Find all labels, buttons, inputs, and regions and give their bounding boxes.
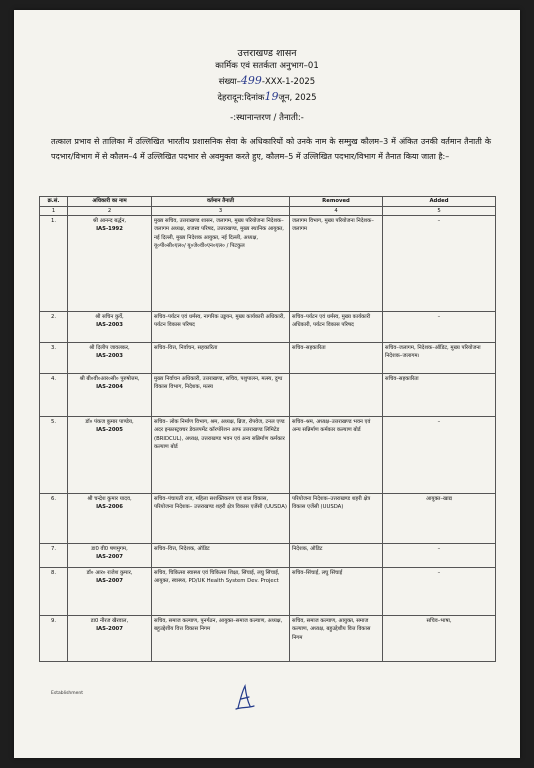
cell-removed: सचिव–श्रम, अध्यक्ष–उत्तराखण्ड भवन एवं अन्य सन्निर्माण कर्मकार कल्याण बोर्ड bbox=[290, 417, 383, 494]
cell-officer bbox=[68, 417, 152, 494]
cell-removed: निदेशक, ऑडिट bbox=[290, 544, 383, 568]
cell-added: सचिव–सहकारिता bbox=[383, 374, 496, 417]
cell-added: – bbox=[383, 216, 496, 312]
cell-officer bbox=[68, 312, 152, 343]
table-row bbox=[40, 568, 496, 616]
cell-removed: सचिव–सिंचाई, लघु सिंचाई bbox=[290, 568, 383, 616]
footer-label: Establishment bbox=[51, 691, 84, 696]
cell-current: मुख्य निर्वाचन अधिकारी, उत्तराखण्ड, सचिव, पशुपालन, मत्स्य, दुग्ध विकास विभाग, निदेशक, मत्स्य bbox=[152, 374, 290, 417]
cell-added: सचिव–जलागम, निदेशक–ऑडिट, मुख्य परियोजना निदेशक–जलागम। bbox=[383, 343, 496, 374]
cell-current: सचिव– लोक निर्माण विभाग, श्रम, अध्यक्ष, ब्रिज, रोपवेज, टनल एण्ड अदर इन्फ्रास्ट्रक्चर डेवलपमेंट कॉरपोरेशन आफ उत्तराखण्ड लिमिटेड (BRIDCUL), अध्यक्ष, उत्तराखण्ड भवन एवं अन्य सन्निर्माण कर्मकार कल्याण बोर्ड bbox=[152, 417, 290, 494]
officer-name: डॉ० आर० राजेश कुमार, bbox=[86, 570, 133, 577]
cell-serial: 2. bbox=[40, 312, 68, 343]
cell-current: सचिव–वित्त, निर्वाचन, सहकारिता bbox=[152, 343, 290, 374]
cell-serial: 4. bbox=[40, 374, 68, 417]
officer-name: डा0 वी0 षणमुगम, bbox=[91, 546, 128, 553]
officer-name: डॉ० पंकज कुमार पाण्डेय, bbox=[85, 419, 134, 426]
cell-serial: 5. bbox=[40, 417, 68, 494]
column-number: 1 bbox=[40, 207, 68, 216]
cell-serial: 8. bbox=[40, 568, 68, 616]
cell-officer bbox=[68, 374, 152, 417]
signature-mark bbox=[232, 682, 258, 712]
cell-added: – bbox=[383, 544, 496, 568]
table-row bbox=[40, 374, 496, 417]
order-number-handwritten: 499 bbox=[240, 74, 262, 87]
officer-service: IAS-2007 bbox=[96, 626, 123, 633]
header-current-posting: वर्तमान तैनाती bbox=[152, 197, 290, 207]
order-date bbox=[14, 90, 520, 103]
table-row bbox=[40, 544, 496, 568]
officer-service: IAS-2007 bbox=[96, 554, 123, 561]
cell-current: सचिव–वित्त, निदेशक, ऑडिट bbox=[152, 544, 290, 568]
officer-name: श्री सचिन कुर्वे, bbox=[95, 314, 124, 321]
cell-added: – bbox=[383, 312, 496, 343]
table-row bbox=[40, 312, 496, 343]
cell-removed bbox=[290, 374, 383, 417]
cell-serial: 6. bbox=[40, 494, 68, 544]
officer-service: IAS-2004 bbox=[96, 384, 123, 391]
officer-service: IAS-2003 bbox=[96, 322, 123, 329]
cell-added: – bbox=[383, 568, 496, 616]
cell-officer bbox=[68, 343, 152, 374]
officer-name: श्री चन्द्रेश कुमार यादव, bbox=[87, 496, 132, 503]
cell-added: – bbox=[383, 417, 496, 494]
officer-service: IAS-1992 bbox=[96, 226, 123, 233]
cell-current: सचिव, चिकित्सा स्वास्थ्य एवं चिकित्सा शिक्षा, सिंचाई, लघु सिंचाई, आयुक्त, स्वास्थ्य, PD/UK Health System Dev. Project bbox=[152, 568, 290, 616]
cell-added: आयुक्त–खाद्य bbox=[383, 494, 496, 544]
cell-removed: सचिव–सहकारिता bbox=[290, 343, 383, 374]
officer-service: IAS-2006 bbox=[96, 504, 123, 511]
cell-removed: परियोजना निदेशक–उत्तराखण्ड शहरी क्षेत्र विकास एजेंसी (UUSDA) bbox=[290, 494, 383, 544]
order-number-prefix: संख्या– bbox=[218, 77, 241, 87]
table-row bbox=[40, 494, 496, 544]
officer-name: डा0 नीरज खैरवाल, bbox=[90, 618, 129, 625]
table-row bbox=[40, 417, 496, 494]
date-suffix: जून, 2025 bbox=[278, 93, 317, 103]
order-number bbox=[14, 74, 520, 87]
subject-line: -:स्थानान्तरण / तैनाती:- bbox=[230, 113, 304, 123]
officer-service: IAS-2003 bbox=[96, 353, 123, 360]
cell-added: सचिव–भाषा, bbox=[383, 616, 496, 662]
column-number: 5 bbox=[383, 207, 496, 216]
cell-officer bbox=[68, 494, 152, 544]
column-number: 4 bbox=[290, 207, 383, 216]
officer-name: श्री बी०वी०आर०सी० पुरुषोत्तम, bbox=[79, 376, 140, 383]
table-row bbox=[40, 216, 496, 312]
order-number-suffix: -XXX-1-2025 bbox=[261, 77, 316, 87]
header-serial: क्र.सं. bbox=[40, 197, 68, 207]
cell-officer bbox=[68, 544, 152, 568]
cell-serial: 7. bbox=[40, 544, 68, 568]
header-removed: Removed bbox=[290, 197, 383, 207]
officer-service: IAS-2007 bbox=[96, 578, 123, 585]
date-handwritten: 19 bbox=[264, 90, 279, 103]
officer-service: IAS-2005 bbox=[96, 427, 123, 434]
cell-officer bbox=[68, 568, 152, 616]
intro-paragraph: तत्काल प्रभाव से तालिका में उल्लिखित भारतीय प्रशासनिक सेवा के अधिकारियों को उनके नाम के सम्मुख कौलम–3 में अंकित उनकी वर्तमान तैनाती के पदभार/विभाग में से कौलम–4 में उल्लिखित पदभार से अवमुक्त करते हुए, कौलम–5 में उल्लिखित पदभार/विभाग में तैनात किया जाता है:– bbox=[51, 137, 491, 161]
officer-name: श्री दिलीप जावलकर, bbox=[89, 345, 130, 352]
header-added: Added bbox=[383, 197, 496, 207]
table-row bbox=[40, 616, 496, 662]
cell-current: सचिव–पंचायती राज, महिला सशक्तिकरण एवं बाल विकास, परियोजना निदेशक– उत्तराखण्ड शहरी क्षेत्र विकास एजेंसी (UUSDA) bbox=[152, 494, 290, 544]
column-number: 2 bbox=[68, 207, 152, 216]
table-row bbox=[40, 343, 496, 374]
cell-removed: सचिव–पर्यटन एवं धर्मस्व, मुख्य कार्यकारी अधिकारी, पर्यटन विकास परिषद bbox=[290, 312, 383, 343]
transfer-table bbox=[39, 196, 496, 662]
cell-current: मुख्य सचिव, उत्तराखण्ड शासन, जलागम, मुख्य परियोजना निदेशक–जलागम अध्यक्ष, राजस्व परिषद, उत्तराखण्ड, मुख्य स्थानिक आयुक्त, नई दिल्ली, मुख्य निदेशक आयुक्त, नई दिल्ली, अध्यक्ष, यू०पी०सी०एल०/ यू०जे०वी०एन०एल० / पिटकुल bbox=[152, 216, 290, 312]
department-name: कार्मिक एवं सतर्कता अनुभाग–01 bbox=[215, 61, 319, 71]
officer-name: श्री आनन्द बर्द्धन, bbox=[92, 218, 127, 225]
cell-serial: 9. bbox=[40, 616, 68, 662]
column-number-row bbox=[40, 207, 496, 216]
cell-removed: सचिव, समाज कल्याण, आयुक्त, समाज कल्याण, अध्यक्ष, बहुउद्देशीय वित्त विकास निगम bbox=[290, 616, 383, 662]
cell-officer bbox=[68, 216, 152, 312]
govt-name: उत्तराखण्ड शासन bbox=[237, 48, 297, 59]
column-number: 3 bbox=[152, 207, 290, 216]
header-officer-name: अधिकारी का नाम bbox=[68, 197, 152, 207]
cell-officer bbox=[68, 616, 152, 662]
cell-serial: 1. bbox=[40, 216, 68, 312]
date-prefix: देहरादून:दिनांक bbox=[217, 93, 265, 103]
table-header-row bbox=[40, 197, 496, 207]
cell-current: सचिव–पर्यटन एवं धर्मस्व, नागरिक उड्डयन, मुख्य कार्यकारी अधिकारी, पर्यटन विकास परिषद bbox=[152, 312, 290, 343]
cell-serial: 3. bbox=[40, 343, 68, 374]
document-page bbox=[14, 10, 520, 758]
cell-current: सचिव, समाज कल्याण, पुनर्गठन, आयुक्त–समाज कल्याण, अध्यक्ष, बहुउद्देशीय वित्त विकास निगम bbox=[152, 616, 290, 662]
cell-removed: जलागम विभाग, मुख्य परियोजना निदेशक–जलागम bbox=[290, 216, 383, 312]
